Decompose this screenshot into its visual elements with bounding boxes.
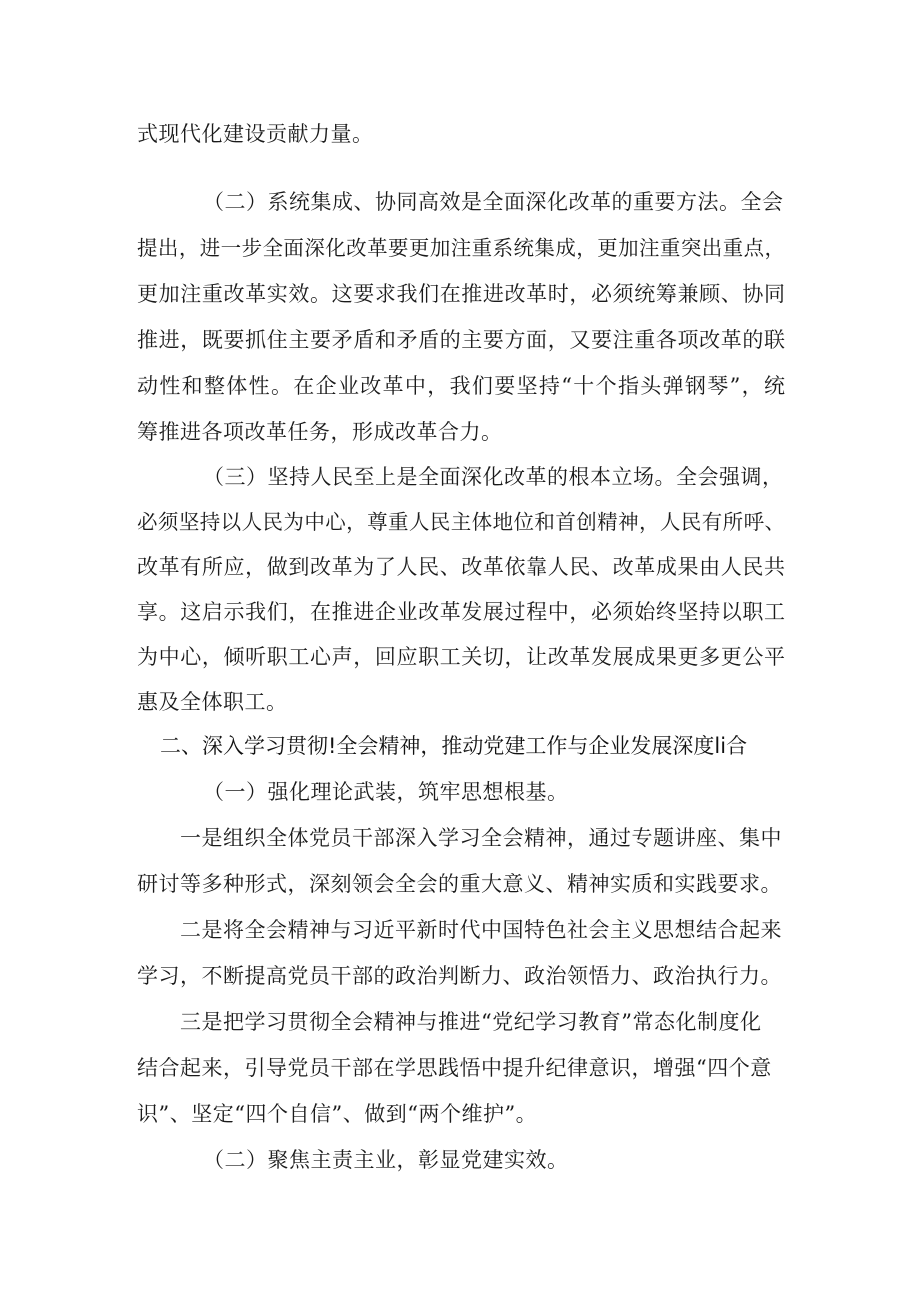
text-line-20: 三是把学习贯彻全会精神与推进“党纪学习教育”常态化制度化 xyxy=(180,1010,762,1034)
text-line-16: 一是组织全体党员干部深入学习全会精神，通过专题讲座、集中 xyxy=(180,826,782,850)
subheading-1: （一）强化理论武装，筑牢思想根基。 xyxy=(203,780,569,804)
text-line-2: （二）系统集成、协同高效是全面深化改革的重要方法。全会 xyxy=(203,190,784,214)
text-line-3: 提出，进一步全面深化改革要更加注重系统集成，更加注重突出重点， xyxy=(137,236,785,260)
text-line-22: 识”、坚定“四个自信”、做到“两个维护”。 xyxy=(137,1102,538,1126)
text-line-8: （三）坚持人民至上是全面深化改革的根本立场。全会强调， xyxy=(203,465,784,489)
text-line-10: 改革有所应，做到改革为了人民、改革依靠人民、改革成果由人民共 xyxy=(137,555,785,579)
text-line-17: 研讨等多种形式，深刻领会全会的重大意义、精神实质和实践要求。 xyxy=(137,872,782,896)
text-line-7: 筹推进各项改革任务，形成改革合力。 xyxy=(137,420,503,444)
text-line-21: 结合起来，引导党员干部在学思践悟中提升纪律意识，增强“四个意 xyxy=(137,1056,772,1080)
text-line-12: 为中心，倾听职工心声，回应职工关切，让改革发展成果更多更公平 xyxy=(137,645,785,669)
text-line-18: 二是将全会精神与习近平新时代中国特色社会主义思想结合起来 xyxy=(180,918,782,942)
text-line-19: 学习，不断提高党员干部的政治判断力、政治领悟力、政治执行力。 xyxy=(137,964,782,988)
text-line-6: 动性和整体性。在企业改革中，我们要坚持“十个指头弹钢琴”，统 xyxy=(137,374,785,398)
text-line-5: 推进，既要抓住主要矛盾和矛盾的主要方面，又要注重各项改革的联 xyxy=(137,328,785,352)
text-line-4: 更加注重改革实效。这要求我们在推进改革时，必须统筹兼顾、协同 xyxy=(137,282,785,306)
section-heading: 二、深入学习贯彻!全会精神，推动党建工作与企业发展深度li合 xyxy=(160,734,748,758)
text-line-1: 式现代化建设贡献力量。 xyxy=(137,122,374,146)
text-line-13: 惠及全体职工。 xyxy=(137,690,288,714)
subheading-2: （二）聚焦主责主业，彰显党建实效。 xyxy=(203,1148,569,1172)
text-line-11: 享。这启示我们，在推进企业改革发展过程中，必须始终坚持以职工 xyxy=(137,600,785,624)
text-line-9: 必须坚持以人民为中心，尊重人民主体地位和首创精神，人民有所呼、 xyxy=(137,510,785,534)
